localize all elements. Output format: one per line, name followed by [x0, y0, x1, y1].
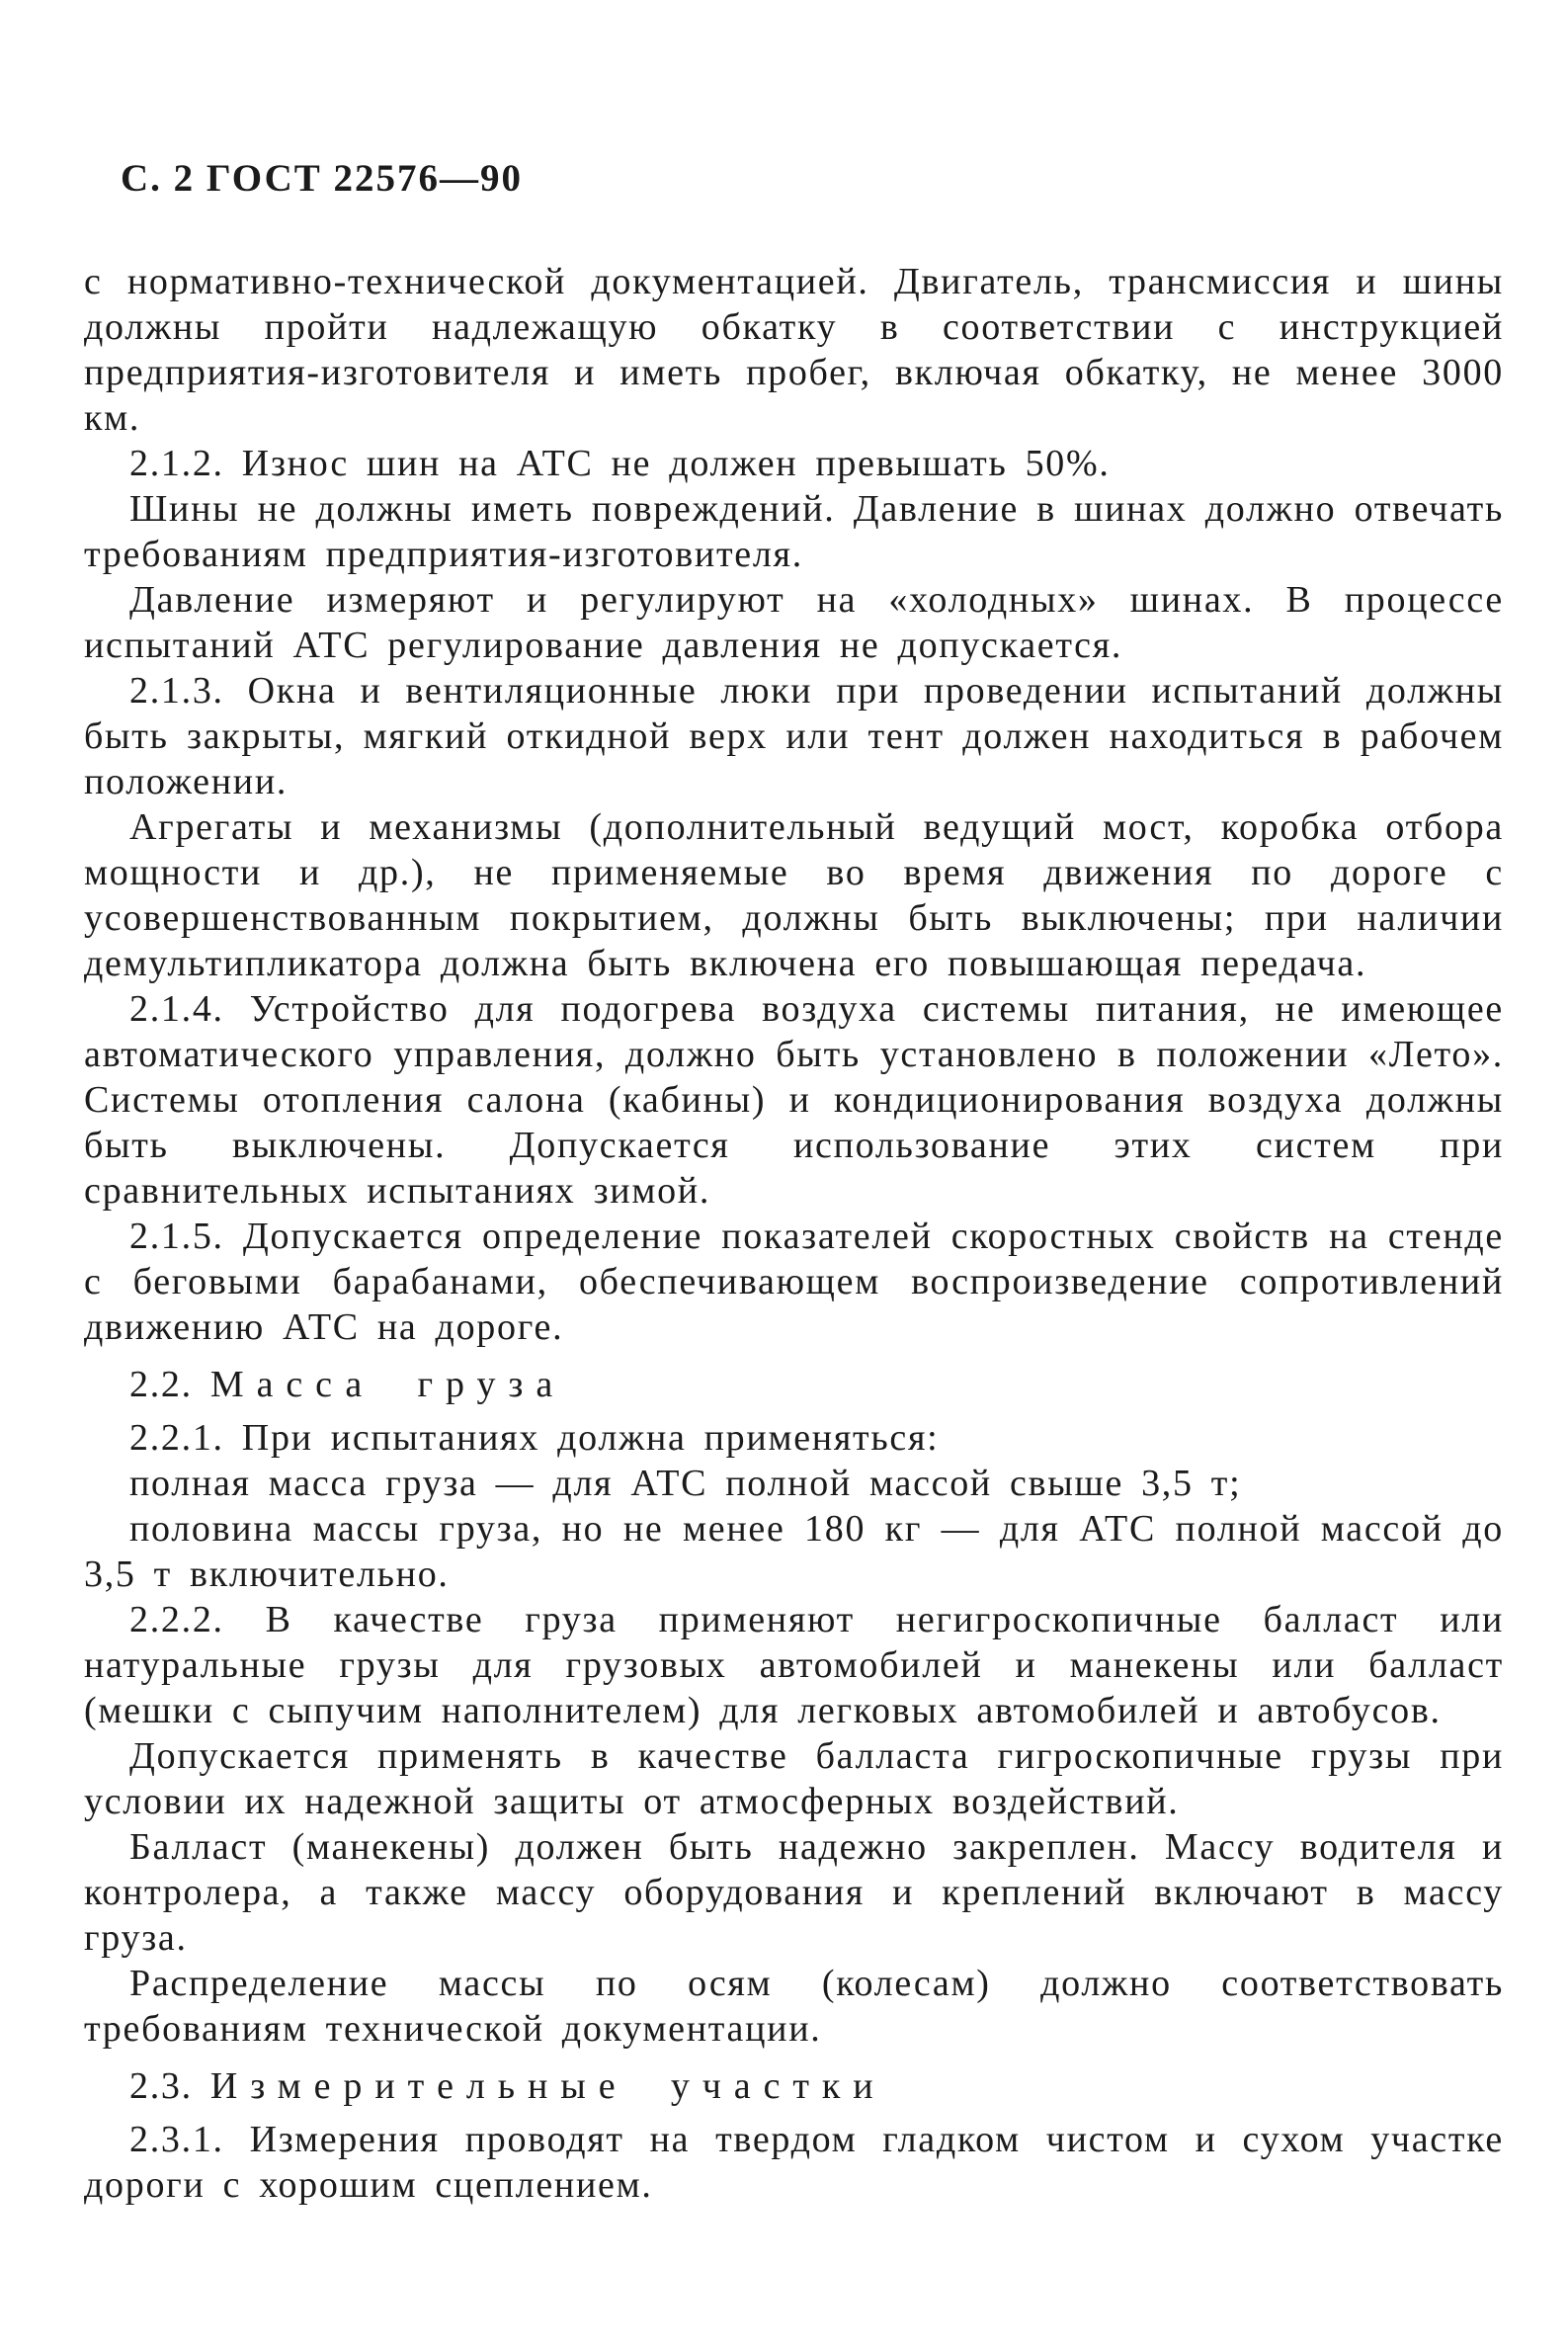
section-number: 2.3.: [129, 2065, 193, 2107]
section-title: Масса груза: [209, 1364, 566, 1405]
paragraph-2-1-2: 2.1.2. Износ шин на АТС не должен превышать 50%.: [129, 443, 1111, 484]
paragraph-2-3-1: 2.3.1. Измерения проводят на твердом гладком чистом и сухом участке дороги с хорошим сцеплением.: [84, 2119, 1504, 2206]
paragraph: Шины не должны иметь повреждений. Давление в шинах должно отвечать требованиям предприятия-изготовителя.: [84, 488, 1504, 575]
document-body: [84, 259, 1504, 2208]
paragraph-2-2-1: 2.2.1. При испытаниях должна применяться:: [129, 1417, 940, 1459]
section-heading-2-3: [84, 2063, 1504, 2109]
paragraph: Агрегаты и механизмы (дополнительный ведущий мост, коробка отбора мощности и др.), не применяемые во время движения по дороге с усовершенствованным покрытием, должны быть выключены; при наличии демультипликатора должна быть включена его повышающая передача.: [84, 806, 1504, 984]
paragraph: половина массы груза, но не менее 180 кг — для АТС полной массой до 3,5 т включительно.: [84, 1508, 1504, 1595]
section-number: 2.2.: [129, 1364, 193, 1405]
paragraph: с нормативно-технической документацией. Двигатель, трансмиссия и шины должны пройти надлежащую обкатку в соответствии с инструкцией предприятия-изготовителя и иметь пробег, включая обкатку, не менее 3000 км.: [84, 261, 1504, 439]
page-header: С. 2 ГОСТ 22576—90: [121, 157, 523, 200]
paragraph: полная масса груза — для АТС полной массой свыше 3,5 т;: [129, 1463, 1242, 1504]
section-heading-2-2: [84, 1362, 1504, 1407]
paragraph-2-2-2: 2.2.2. В качестве груза применяют негигроскопичные балласт или натуральные грузы для грузовых автомобилей и манекены или балласт (мешки с сыпучим наполнителем) для легковых автомобилей и автобусов.: [84, 1599, 1504, 1731]
section-title: Измерительные участки: [209, 2065, 886, 2107]
paragraph: Распределение массы по осям (колесам) должно соответствовать требованиям технической документации.: [84, 1963, 1504, 2050]
paragraph-2-1-3: 2.1.3. Окна и вентиляционные люки при проведении испытаний должны быть закрыты, мягкий откидной верх или тент должен находиться в рабочем положении.: [84, 670, 1504, 802]
paragraph-2-1-4: 2.1.4. Устройство для подогрева воздуха системы питания, не имеющее автоматического управления, должно быть установлено в положении «Лето». Системы отопления салона (кабины) и кондиционирования воздуха должны быть выключены. Допускается использование этих систем при сравнительных испытаниях зимой.: [84, 988, 1504, 1212]
paragraph: Допускается применять в качестве балласта гигроскопичные грузы при условии их надежной защиты от атмосферных воздействий.: [84, 1735, 1504, 1822]
paragraph: Давление измеряют и регулируют на «холодных» шинах. В процессе испытаний АТС регулирование давления не допускается.: [84, 579, 1504, 666]
paragraph-2-1-5: 2.1.5. Допускается определение показателей скоростных свойств на стенде с беговыми барабанами, обеспечивающем воспроизведение сопротивлений движению АТС на дороге.: [84, 1216, 1504, 1348]
paragraph: Балласт (манекены) должен быть надежно закреплен. Массу водителя и контролера, а также массу оборудования и креплений включают в массу груза.: [84, 1826, 1504, 1959]
